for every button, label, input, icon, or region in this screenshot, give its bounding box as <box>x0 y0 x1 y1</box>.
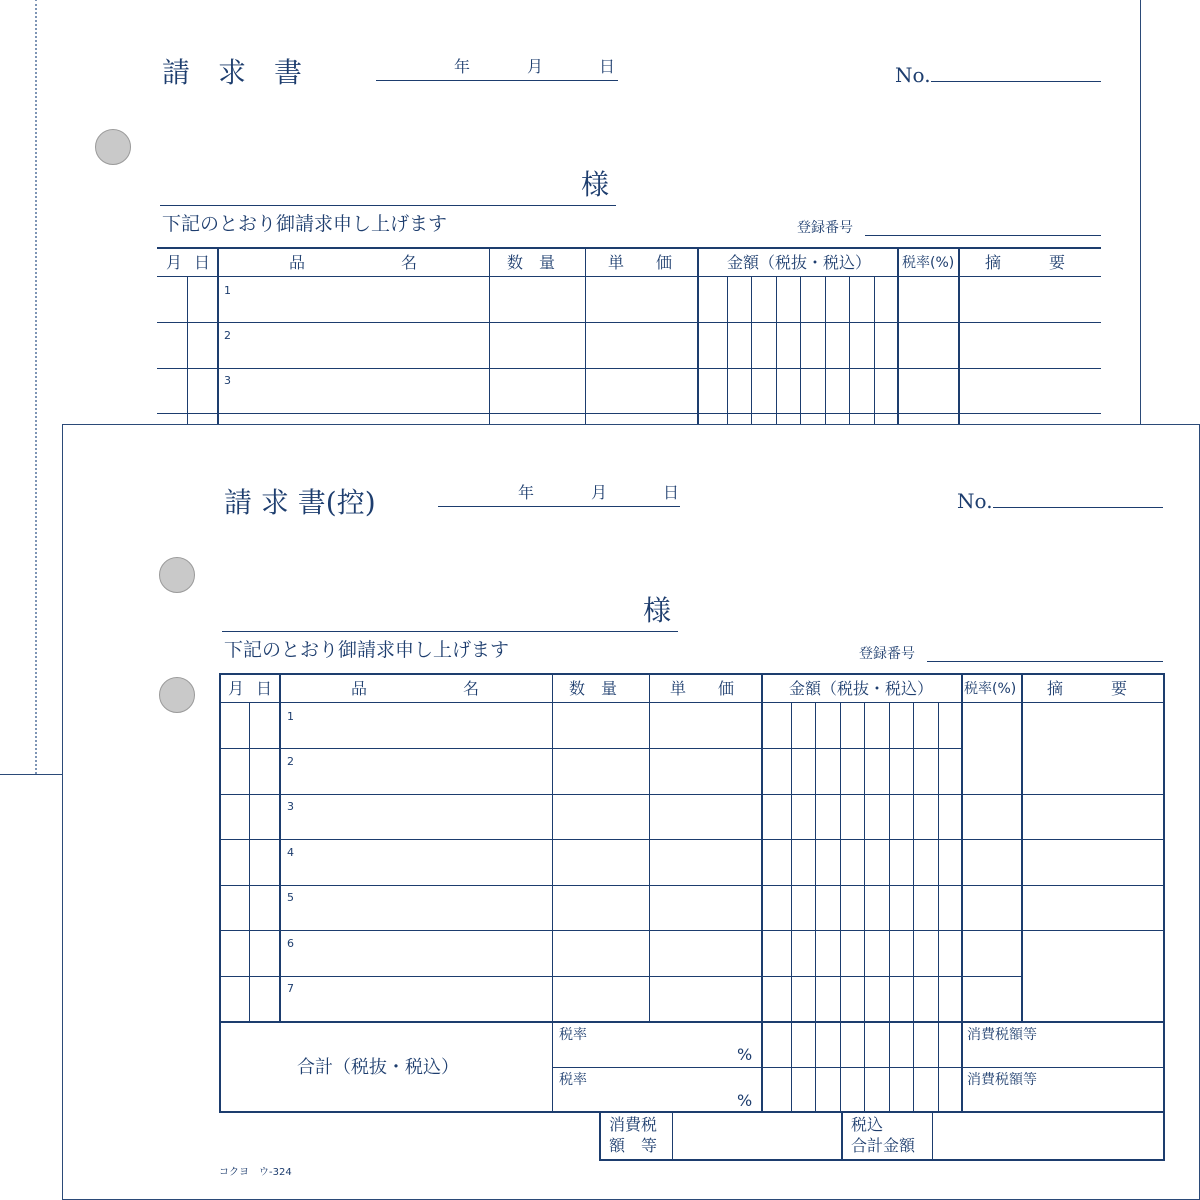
col-divider <box>897 247 899 427</box>
date-underline <box>376 80 618 81</box>
summary-divider <box>932 1111 933 1161</box>
col-divider <box>489 247 490 427</box>
header-amount: 金額（税抜・税込） <box>727 253 872 272</box>
date-underline[interactable] <box>438 506 680 507</box>
row-divider <box>219 930 1165 931</box>
row-number: 3 <box>224 374 231 387</box>
header-item: 品 名 <box>289 253 418 272</box>
binder-hole <box>159 557 195 593</box>
row-number: 2 <box>287 755 294 768</box>
date-month-label: 月 <box>527 57 544 76</box>
number-label: No. <box>957 489 993 513</box>
registration-label: 登録番号 <box>797 220 853 236</box>
amount-digit-divider <box>874 276 875 426</box>
amount-digit-divider <box>791 702 792 1112</box>
row-divider <box>219 885 1165 886</box>
tax-rate-label: 税率 <box>559 1027 587 1043</box>
col-divider <box>585 247 586 427</box>
amount-digit-divider <box>815 702 816 1112</box>
intro-text: 下記のとおり御請求申し上げます <box>224 639 510 661</box>
totals-row-divider <box>552 1067 1163 1068</box>
header-tax-rate: 税率(%) <box>964 681 1017 697</box>
header-day: 日 <box>194 253 211 272</box>
items-table <box>219 673 1165 1113</box>
amount-digit-divider <box>849 276 850 426</box>
amount-digit-divider <box>727 276 728 426</box>
row-divider <box>219 839 1165 840</box>
amount-digit-divider <box>751 276 752 426</box>
recipient-suffix: 様 <box>643 594 672 627</box>
summary-tax-label-2: 額 等 <box>609 1136 658 1155</box>
header-month: 月 <box>228 679 245 698</box>
col-divider <box>958 247 960 427</box>
date-year-label: 年 <box>518 483 535 502</box>
header-tax-rate: 税率(%) <box>902 255 955 271</box>
header-unit-price: 単 価 <box>670 679 735 698</box>
amount-digit-divider <box>864 702 865 1112</box>
col-divider <box>1021 673 1023 1023</box>
date-year-label: 年 <box>454 57 471 76</box>
recipient-underline[interactable] <box>160 205 616 206</box>
row-number: 3 <box>287 800 294 813</box>
number-underline[interactable] <box>931 81 1101 82</box>
summary-divider <box>841 1111 843 1161</box>
col-divider <box>761 673 763 1113</box>
invoice-sheet-copy <box>62 424 1200 1200</box>
table-header-border <box>219 702 1165 703</box>
number-label: No. <box>895 63 931 87</box>
row-number: 2 <box>224 329 231 342</box>
col-divider <box>217 247 219 427</box>
registration-label: 登録番号 <box>859 646 915 662</box>
product-code: コクヨ ウ-324 <box>219 1167 292 1178</box>
consumption-tax-label: 消費税額等 <box>967 1072 1037 1088</box>
col-divider <box>552 673 553 1113</box>
amount-digit-divider <box>840 702 841 1112</box>
binder-hole <box>159 677 195 713</box>
header-item: 品 名 <box>351 679 480 698</box>
header-notes: 摘 要 <box>985 253 1066 272</box>
total-label: 合計（税抜・税込） <box>297 1057 459 1078</box>
row-number: 6 <box>287 937 294 950</box>
col-divider <box>249 702 250 1022</box>
header-quantity: 数 量 <box>507 253 556 272</box>
row-number: 4 <box>287 846 294 859</box>
amount-digit-divider <box>913 702 914 1112</box>
amount-digit-divider <box>938 702 939 1112</box>
perforation-line <box>35 0 37 774</box>
invoice-title: 請 求 書 <box>162 56 303 89</box>
percent-sign: % <box>737 1091 753 1110</box>
percent-sign: % <box>737 1045 753 1064</box>
binder-hole <box>95 129 131 165</box>
date-day-label: 日 <box>663 483 680 502</box>
row-number: 1 <box>224 284 231 297</box>
number-underline[interactable] <box>993 507 1163 508</box>
consumption-tax-label: 消費税額等 <box>967 1027 1037 1043</box>
header-notes: 摘 要 <box>1047 679 1128 698</box>
header-quantity: 数 量 <box>569 679 618 698</box>
invoice-copy-title: 請 求 書(控) <box>224 486 376 519</box>
row-divider <box>219 976 1023 977</box>
date-month-label: 月 <box>591 483 608 502</box>
header-month: 月 <box>166 253 183 272</box>
intro-text: 下記のとおり御請求申し上げます <box>162 213 448 235</box>
recipient-underline[interactable] <box>222 631 678 632</box>
amount-digit-divider <box>825 276 826 426</box>
date-day-label: 日 <box>599 57 616 76</box>
summary-tax-label: 消費税 <box>609 1115 658 1134</box>
col-divider <box>961 673 963 1113</box>
header-amount: 金額（税抜・税込） <box>789 679 934 698</box>
totals-top-border <box>219 1021 1165 1023</box>
registration-underline[interactable] <box>865 235 1101 236</box>
summary-total-label-2: 合計金額 <box>851 1136 916 1155</box>
header-day: 日 <box>256 679 273 698</box>
col-divider <box>649 673 650 1023</box>
col-divider <box>697 247 699 427</box>
recipient-suffix: 様 <box>581 168 610 201</box>
tax-rate-label: 税率 <box>559 1072 587 1088</box>
row-divider <box>219 794 1165 795</box>
summary-divider <box>672 1111 673 1161</box>
amount-digit-divider <box>800 276 801 426</box>
amount-digit-divider <box>776 276 777 426</box>
amount-digit-divider <box>889 702 890 1112</box>
col-divider <box>187 276 188 426</box>
summary-total-label: 税込 <box>851 1115 884 1134</box>
row-divider <box>219 748 962 749</box>
row-number: 7 <box>287 982 294 995</box>
row-number: 1 <box>287 710 294 723</box>
registration-underline[interactable] <box>927 661 1163 662</box>
col-divider <box>279 673 281 1023</box>
header-unit-price: 単 価 <box>608 253 673 272</box>
row-number: 5 <box>287 891 294 904</box>
